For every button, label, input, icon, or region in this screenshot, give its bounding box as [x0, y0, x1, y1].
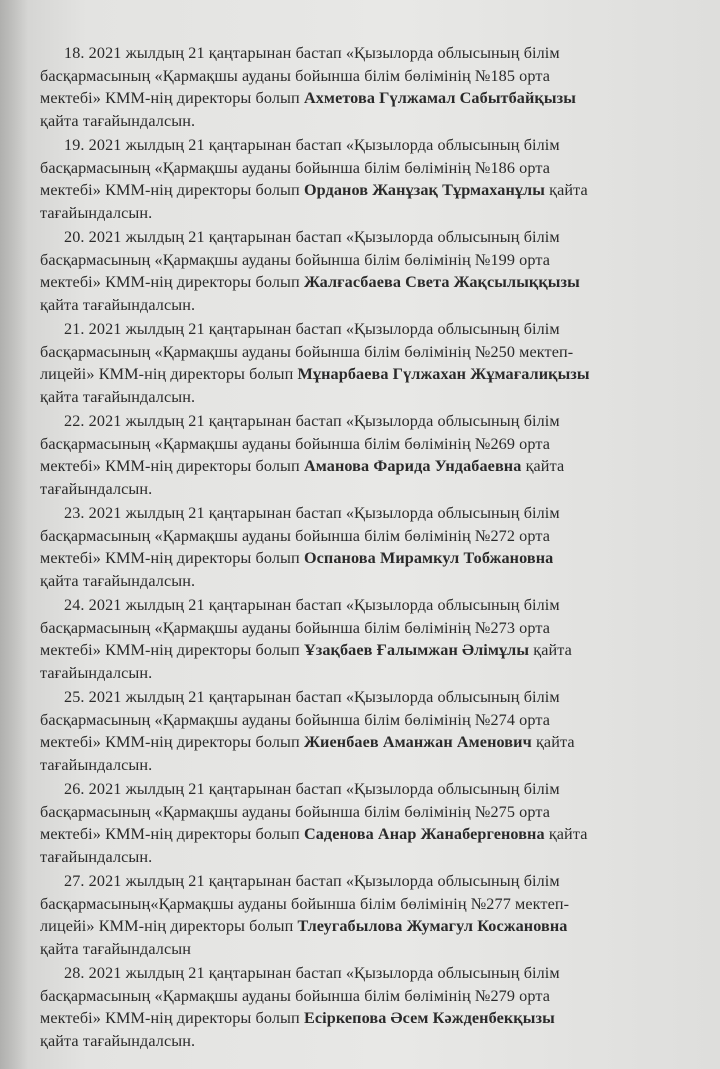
item-text: мектебі» КММ-нің директоры болып	[40, 733, 300, 751]
item-line: тағайындалсын.	[40, 203, 153, 222]
item-text: мектебі» КММ-нің директоры болып	[40, 549, 300, 567]
item-line: басқармасының «Қармақшы ауданы бойынша білім бөлімінің №275 орта	[40, 802, 551, 821]
appointment-item	[40, 410, 688, 500]
item-line	[40, 271, 688, 294]
item-line	[40, 1007, 688, 1030]
item-line: қайта тағайындалсын.	[40, 1031, 196, 1050]
item-text: мектебі» КММ-нің директоры болып	[40, 641, 300, 659]
item-line	[40, 547, 688, 570]
item-text: лицейі» КММ-нің директоры болып	[40, 365, 294, 383]
appointee-name: Оспанова Мирамкул Тобжановна	[303, 549, 554, 567]
item-line	[40, 87, 688, 110]
appointment-item	[40, 594, 688, 684]
item-line	[40, 915, 688, 938]
item-line: 23. 2021 жылдың 21 қаңтарынан бастап «Қызылорда облысының білім	[64, 504, 560, 522]
item-line: 26. 2021 жылдың 21 қаңтарынан бастап «Қызылорда облысының білім	[64, 780, 560, 798]
appointment-item	[40, 870, 688, 960]
item-line: басқармасының «Қармақшы ауданы бойынша білім бөлімінің №186 орта	[40, 158, 551, 177]
item-line: 28. 2021 жылдың 21 қаңтарынан бастап «Қызылорда облысының білім	[64, 964, 560, 982]
appointee-name: Ұзақбаев Ғалымжан Әлімұлы	[303, 641, 530, 659]
item-line: 24. 2021 жылдың 21 қаңтарынан бастап «Қызылорда облысының білім	[64, 596, 560, 614]
item-text: мектебі» КММ-нің директоры болып	[40, 1009, 300, 1027]
item-text: мектебі» КММ-нің директоры болып	[40, 825, 300, 843]
item-line: басқармасының «Қармақшы ауданы бойынша білім бөлімінің №279 орта	[40, 986, 551, 1005]
item-line: қайта тағайындалсын.	[40, 571, 196, 590]
item-line: 20. 2021 жылдың 21 қаңтарынан бастап «Қызылорда облысының білім	[64, 228, 560, 246]
item-text: қайта	[533, 641, 572, 659]
appointment-item	[40, 778, 688, 868]
item-text: қайта	[549, 181, 588, 199]
appointee-name: Ахметова Гүлжамал Сабытбайқызы	[303, 89, 576, 107]
item-line: тағайындалсын.	[40, 755, 153, 774]
item-line: 18. 2021 жылдың 21 қаңтарынан бастап «Қызылорда облысының білім	[64, 44, 560, 62]
item-line: қайта тағайындалсын.	[40, 295, 196, 314]
appointment-item	[40, 134, 688, 224]
appointment-item	[40, 42, 688, 132]
item-line: тағайындалсын.	[40, 479, 153, 498]
item-line	[40, 455, 688, 478]
item-line: 19. 2021 жылдың 21 қаңтарынан бастап «Қызылорда облысының білім	[64, 136, 560, 154]
item-text: мектебі» КММ-нің директоры болып	[40, 181, 300, 199]
item-line: 25. 2021 жылдың 21 қаңтарынан бастап «Қызылорда облысының білім	[64, 688, 560, 706]
item-line: қайта тағайындалсын.	[40, 111, 196, 130]
appointment-item	[40, 962, 688, 1052]
item-text: қайта	[535, 733, 575, 751]
item-text: лицейі» КММ-нің директоры болып	[40, 917, 294, 935]
item-text: мектебі» КММ-нің директоры болып	[40, 273, 300, 291]
item-text: қайта	[525, 457, 565, 475]
item-line: басқармасының «Қармақшы ауданы бойынша білім бөлімінің №272 орта	[40, 526, 551, 545]
item-line: басқармасының «Қармақшы ауданы бойынша білім бөлімінің №269 орта	[40, 434, 551, 453]
item-line: қайта тағайындалсын.	[40, 387, 196, 406]
appointment-item	[40, 686, 688, 776]
appointee-name: Жиенбаев Аманжан Аменович	[303, 733, 532, 751]
item-line	[40, 363, 688, 386]
item-line	[40, 639, 688, 662]
appointee-name: Есіркепова Әсем Кәжденбекқызы	[303, 1009, 555, 1027]
item-line: басқармасының «Қармақшы ауданы бойынша білім бөлімінің №199 орта	[40, 250, 551, 269]
item-line: 27. 2021 жылдың 21 қаңтарынан бастап «Қызылорда облысының білім	[64, 872, 560, 890]
appointee-name: Орданов Жанұзақ Тұрмаханұлы	[303, 181, 545, 199]
item-line: 21. 2021 жылдың 21 қаңтарынан бастап «Қызылорда облысының білім	[64, 320, 560, 338]
item-line: басқармасының «Қармақшы ауданы бойынша білім бөлімінің №274 орта	[40, 710, 551, 729]
item-line: басқармасының «Қармақшы ауданы бойынша білім бөлімінің №185 орта	[40, 66, 551, 85]
item-line: 22. 2021 жылдың 21 қаңтарынан бастап «Қызылорда облысының білім	[64, 412, 560, 430]
item-line: тағайындалсын.	[40, 663, 153, 682]
item-line	[40, 823, 688, 846]
appointee-name: Жалғасбаева Света Жақсылыққызы	[303, 273, 580, 291]
appointee-name: Мұнарбаева Гүлжахан Жұмағалиқызы	[297, 365, 590, 383]
item-line: басқармасының«Қармақшы ауданы бойынша білім бөлімінің №277 мектеп-	[40, 894, 570, 913]
appointee-name: Тлеугабылова Жумагул Косжановна	[297, 917, 568, 935]
appointment-item	[40, 502, 688, 592]
appointee-name: Саденова Анар Жанабергеновна	[303, 825, 545, 843]
item-line: қайта тағайындалсын	[40, 939, 191, 958]
item-text: мектебі» КММ-нің директоры болып	[40, 457, 300, 475]
item-text: мектебі» КММ-нің директоры болып	[40, 89, 300, 107]
item-text: қайта	[548, 825, 588, 843]
appointment-item	[40, 226, 688, 316]
item-line: басқармасының «Қармақшы ауданы бойынша білім бөлімінің №273 орта	[40, 618, 551, 637]
page-edge-shadow	[0, 0, 28, 1069]
appointment-item	[40, 318, 688, 408]
item-line	[40, 731, 688, 754]
item-line: тағайындалсын.	[40, 847, 153, 866]
appointee-name: Аманова Фарида Ундабаевна	[303, 457, 522, 475]
item-line	[40, 179, 688, 202]
item-line: басқармасының «Қармақшы ауданы бойынша білім бөлімінің №250 мектеп-	[40, 342, 574, 361]
